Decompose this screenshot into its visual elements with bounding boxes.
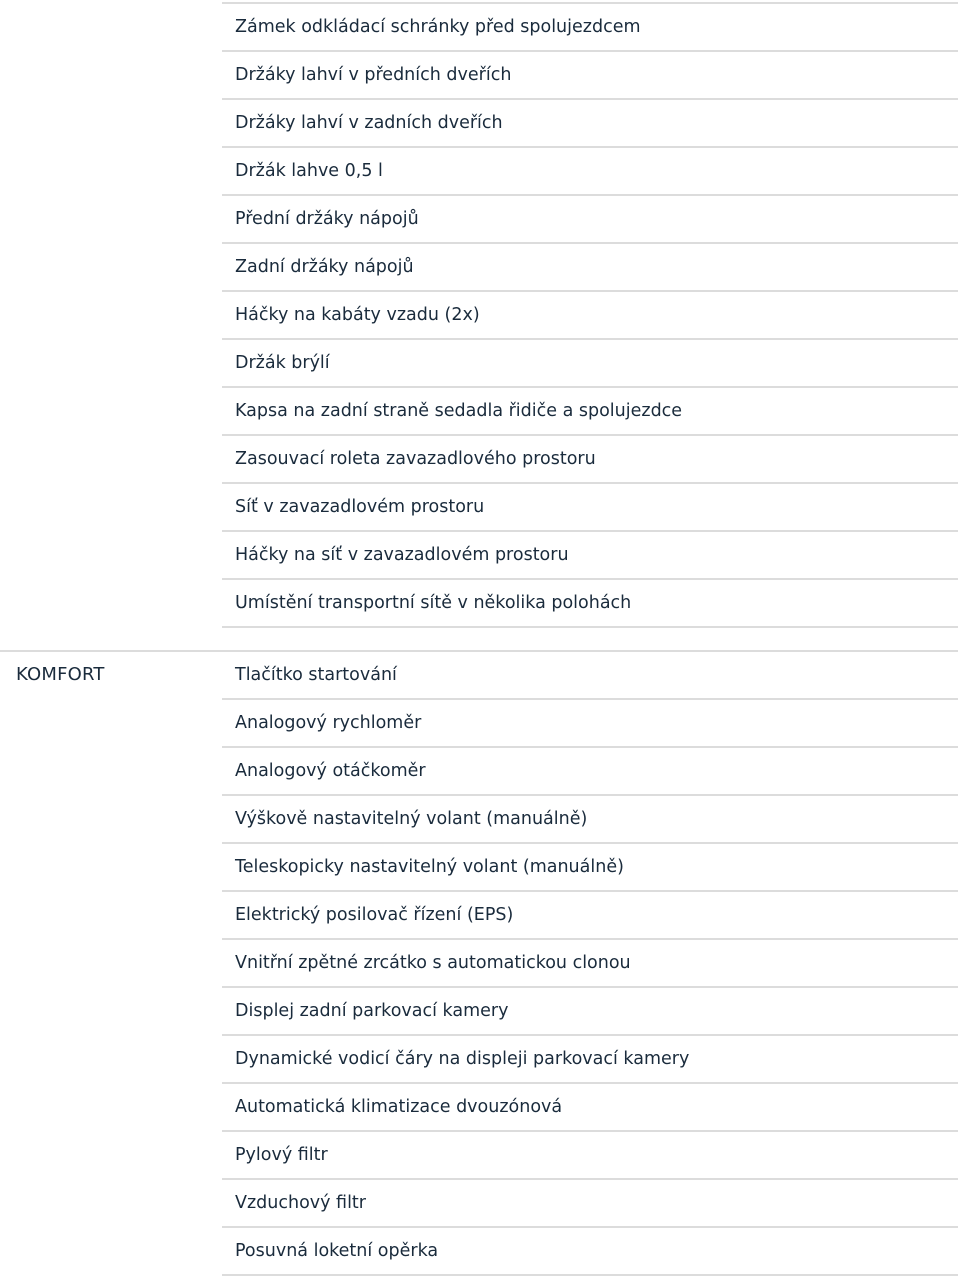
list-item: Posuvná loketní opěrka	[222, 1228, 958, 1276]
list-item: Zadní držáky nápojů	[222, 244, 958, 292]
list-item: Držáky lahví v předních dveřích	[222, 52, 958, 100]
list-item: Výškově nastavitelný volant (manuálně)	[222, 796, 958, 844]
list-item: Dynamické vodicí čáry na displeji parkovací kamery	[222, 1036, 958, 1084]
storage-item-list	[222, 4, 958, 628]
komfort-item-list	[222, 652, 958, 1276]
list-item: Držák lahve 0,5 l	[222, 148, 958, 196]
list-item: Kapsa na zadní straně sedadla řidiče a spolujezdce	[222, 388, 958, 436]
list-item: Držák brýlí	[222, 340, 958, 388]
list-item: Elektrický posilovač řízení (EPS)	[222, 892, 958, 940]
list-item: Tlačítko startování	[222, 652, 958, 700]
section-title-komfort: KOMFORT	[16, 664, 105, 685]
list-item: Vnitřní zpětné zrcátko s automatickou clonou	[222, 940, 958, 988]
list-item: Teleskopicky nastavitelný volant (manuálně)	[222, 844, 958, 892]
list-item: Analogový otáčkoměr	[222, 748, 958, 796]
list-item: Přední držáky nápojů	[222, 196, 958, 244]
list-item: Umístění transportní sítě v několika polohách	[222, 580, 958, 628]
list-item: Zámek odkládací schránky před spolujezdcem	[222, 4, 958, 52]
list-item: Pylový filtr	[222, 1132, 958, 1180]
list-item: Zasouvací roleta zavazadlového prostoru	[222, 436, 958, 484]
list-item: Automatická klimatizace dvouzónová	[222, 1084, 958, 1132]
list-item: Háčky na kabáty vzadu (2x)	[222, 292, 958, 340]
list-item: Síť v zavazadlovém prostoru	[222, 484, 958, 532]
list-item: Držáky lahví v zadních dveřích	[222, 100, 958, 148]
list-item: Háčky na síť v zavazadlovém prostoru	[222, 532, 958, 580]
list-item: Analogový rychloměr	[222, 700, 958, 748]
list-item: Displej zadní parkovací kamery	[222, 988, 958, 1036]
list-item: Vzduchový filtr	[222, 1180, 958, 1228]
